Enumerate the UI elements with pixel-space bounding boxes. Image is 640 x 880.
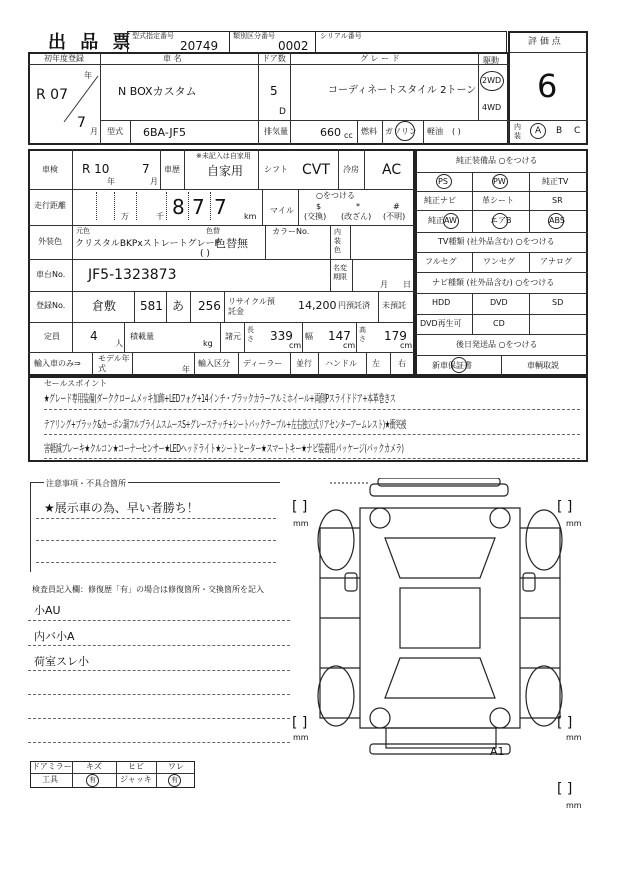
serial-label: シリアル番号 bbox=[320, 32, 362, 40]
dims-label: 諸元 bbox=[225, 332, 241, 341]
score-value: 6 bbox=[537, 67, 558, 105]
car-diagram bbox=[290, 478, 590, 808]
change-label: 名変期限 bbox=[333, 264, 347, 281]
fuel-paren: ( ) bbox=[452, 127, 461, 136]
mileage-circle-note: ○をつける bbox=[316, 191, 355, 200]
reg-place: 倉敷 bbox=[92, 299, 117, 313]
mm-front-left: mm bbox=[293, 519, 309, 528]
navi-item: SD bbox=[552, 298, 564, 307]
equip-item: SR bbox=[552, 196, 563, 205]
len-value: 339 bbox=[270, 329, 293, 343]
disp-unit: cc bbox=[344, 131, 353, 140]
navi-title: ナビ種類 (社外品含む) ○をつける bbox=[432, 278, 555, 287]
interior-label-2: 装 bbox=[514, 132, 521, 140]
len-unit: cm bbox=[289, 341, 302, 350]
legend-cell: 有 bbox=[89, 776, 96, 784]
inspector-line: 小AU bbox=[34, 604, 61, 617]
chassis-value: JF5-1323873 bbox=[88, 267, 177, 283]
mileage-sen: 千 bbox=[156, 212, 164, 221]
class-label: 類別区分番号 bbox=[233, 32, 275, 40]
model-year-label: モデル年式 bbox=[98, 354, 130, 373]
legend-header: ヒビ bbox=[128, 762, 144, 771]
inspection-month: 7 bbox=[142, 162, 150, 176]
inspection-month-unit: 月 bbox=[150, 177, 158, 186]
mm-front-right: mm bbox=[566, 519, 582, 528]
fuel-label: 燃料 bbox=[361, 127, 377, 136]
color-orig-label: 元色 bbox=[76, 227, 90, 235]
load-unit: kg bbox=[203, 339, 213, 348]
equip-item: 純正AW bbox=[428, 216, 457, 225]
mileage-opt2-sym: * bbox=[356, 202, 360, 211]
legend-cell: 工具 bbox=[42, 775, 58, 784]
notes-block bbox=[30, 479, 280, 572]
mileage-unit: km bbox=[244, 212, 257, 221]
load-label: 積載量 bbox=[130, 332, 154, 341]
navi-item: DVD bbox=[490, 298, 508, 307]
len-label: 長さ bbox=[247, 326, 254, 343]
doors-value: 5 bbox=[270, 84, 278, 98]
reg-number: 256 bbox=[198, 299, 221, 313]
recycle-unpaid: 未預託 bbox=[382, 301, 406, 310]
shift-label: シフト bbox=[264, 165, 288, 174]
later-item: 新車保証書 bbox=[432, 361, 472, 370]
mileage-digit: 7 bbox=[192, 195, 205, 219]
width-unit: cm bbox=[343, 341, 356, 350]
first-reg-label: 初年度登録 bbox=[44, 54, 84, 63]
import-dealer: ディーラー bbox=[243, 359, 283, 368]
doors-label: ドア数 bbox=[262, 54, 286, 63]
model-label: 型式 bbox=[107, 127, 123, 136]
equip-item: 革シート bbox=[482, 196, 514, 205]
diagram-a1: A1 bbox=[490, 745, 505, 758]
disp-value: 660 bbox=[320, 126, 341, 139]
mile-label: マイル bbox=[270, 206, 294, 215]
height-unit: cm bbox=[400, 341, 413, 350]
import-label: 輸入車のみ⇒ bbox=[34, 359, 81, 368]
reg-month-unit: 月 bbox=[90, 127, 98, 136]
interior-a: A bbox=[535, 126, 542, 136]
shift-value: CVT bbox=[302, 162, 330, 178]
doors-sub: D bbox=[279, 107, 286, 117]
bracket-spare: [ ] bbox=[557, 781, 573, 797]
registration-label: 登録No. bbox=[36, 301, 66, 310]
width-value: 147 bbox=[328, 329, 351, 343]
grade-value: コーディネートスタイル 2トーン bbox=[328, 85, 477, 96]
height-value: 179 bbox=[384, 329, 407, 343]
capacity-unit: 人 bbox=[115, 339, 123, 348]
later-title: 後日発送品 ○をつける bbox=[456, 340, 538, 349]
mileage-opt3: (不明) bbox=[383, 212, 406, 221]
notes-title: 注意事項・不具合箇所 bbox=[46, 479, 126, 488]
handle-label: ハンドル bbox=[325, 359, 357, 368]
drive-4wd: 4WD bbox=[482, 103, 502, 112]
mm-spare: mm bbox=[566, 801, 582, 810]
equip-item: PW bbox=[493, 177, 506, 186]
tv-title: TV種類 (社外品含む) ○をつける bbox=[438, 237, 555, 246]
equipment-title: 純正装備品 ○をつける bbox=[456, 156, 538, 165]
capacity-value: 4 bbox=[90, 329, 98, 343]
inspection-year-unit: 年 bbox=[107, 177, 115, 186]
kubun-label: 輸入区分 bbox=[198, 359, 230, 368]
tv-item: フルセグ bbox=[425, 257, 457, 266]
fuel-light: 軽油 bbox=[427, 127, 443, 136]
equip-item: エアB bbox=[490, 216, 512, 225]
mileage-digit: 7 bbox=[214, 195, 227, 219]
tv-item: ワンセグ bbox=[483, 257, 515, 266]
width-label: 幅 bbox=[305, 332, 313, 341]
handle-right: 右 bbox=[398, 359, 406, 368]
cool-value: AC bbox=[382, 162, 402, 178]
mileage-man: 万 bbox=[121, 212, 129, 221]
color-original: クリスタルBKPxストレートグレーP bbox=[75, 239, 220, 249]
color-label: 外装色 bbox=[38, 237, 62, 246]
color-paren: ( ) bbox=[200, 249, 210, 259]
mileage-digits bbox=[80, 193, 230, 221]
bracket-rear-left: [ ] bbox=[292, 715, 308, 731]
legend-header: ワレ bbox=[168, 762, 184, 771]
later-item: 車輌取説 bbox=[527, 361, 559, 370]
spec-value: 20749 bbox=[180, 39, 219, 53]
navi-item: DVD再生可 bbox=[420, 319, 462, 328]
reg-year-unit: 年 bbox=[84, 71, 92, 80]
cool-label: 冷房 bbox=[343, 165, 359, 174]
equip-item: PS bbox=[438, 177, 448, 186]
sales-title: セールスポイント bbox=[44, 379, 108, 388]
bracket-front-left: [ ] bbox=[292, 499, 308, 515]
reg-class: 581 bbox=[140, 299, 163, 313]
recycle-value: 14,200 bbox=[298, 299, 337, 312]
inspector-line: 荷室スレ小 bbox=[34, 655, 89, 668]
inspection-label: 車検 bbox=[42, 165, 58, 174]
import-parallel: 並行 bbox=[296, 359, 312, 368]
disp-label: 排気量 bbox=[264, 127, 288, 136]
height-label: 高さ bbox=[359, 326, 366, 343]
fuel-gas: ガソリン bbox=[385, 127, 417, 136]
mileage-label: 走行距離 bbox=[34, 201, 66, 210]
color-paint-label: 色替 bbox=[206, 227, 220, 235]
mileage-opt1-sym: $ bbox=[316, 202, 322, 211]
interior-color-label: 内装色 bbox=[334, 228, 341, 254]
colorno-label: カラーNo. bbox=[272, 227, 310, 236]
model-value: 6BA-JF5 bbox=[143, 126, 186, 139]
score-label: 評 価 点 bbox=[528, 37, 561, 47]
color-paint: 色替無 bbox=[215, 237, 248, 250]
name-label: 車 名 bbox=[163, 54, 182, 63]
bracket-front-right: [ ] bbox=[557, 499, 573, 515]
sales-line: テアリング+ブラック&カーボン調フルプライムスムースS+グレーステッチ+シートバックテーブル+左右独立式リアセンターアームレスト)★衝突被 bbox=[44, 418, 407, 431]
sales-line: ★グレード専用装備(ダーククロームメッキ加飾+LEDフォグ+14インチ・ブラックカラーアルミホイール+両側Pスライドドア+本革巻きス bbox=[44, 392, 396, 405]
inspector-title: 検査員記入欄：修復歴「有」の場合は修復箇所・交換箇所を記入 bbox=[32, 585, 264, 594]
legend-cell: ジャッキ bbox=[120, 775, 152, 784]
bracket-rear-right: [ ] bbox=[557, 715, 573, 731]
mm-rear-left: mm bbox=[293, 733, 309, 742]
drive-label: 駆動 bbox=[483, 56, 499, 65]
mileage-opt3-sym: # bbox=[393, 202, 400, 211]
handle-left: 左 bbox=[372, 359, 380, 368]
navi-item: CD bbox=[493, 319, 505, 328]
inspector-line: 内バ小A bbox=[34, 630, 75, 643]
drive-2wd: 2WD bbox=[482, 76, 502, 85]
legend-header: キズ bbox=[86, 762, 102, 771]
class-value: 0002 bbox=[278, 39, 309, 53]
recycle-label: リサイクル預託金 bbox=[228, 297, 275, 316]
notes-line1: ★展示車の為、早い者勝ち！ bbox=[44, 501, 199, 515]
form-title: 出 品 票 bbox=[48, 32, 135, 53]
vehicle-name: N BOXカスタム bbox=[118, 85, 197, 98]
equip-item: 純正ナビ bbox=[424, 196, 456, 205]
history-value: 自家用 bbox=[207, 164, 244, 178]
change-day: 日 bbox=[403, 280, 411, 289]
reg-kana: あ bbox=[172, 299, 185, 313]
chassis-label: 車台No. bbox=[36, 270, 66, 279]
grade-label: グ レ ー ド bbox=[360, 54, 400, 63]
history-label: 車歴 bbox=[164, 165, 180, 174]
change-month: 月 bbox=[380, 280, 388, 289]
mileage-opt1: (交換) bbox=[304, 212, 327, 221]
tv-item: アナログ bbox=[540, 257, 572, 266]
history-note: ※未記入は自家用 bbox=[196, 152, 251, 160]
model-year-unit: 年 bbox=[182, 365, 190, 374]
legend-header: ドアミラー bbox=[32, 762, 72, 771]
legend-cell: 有 bbox=[171, 776, 178, 784]
mileage-opt2: (改ざん) bbox=[341, 212, 372, 221]
spec-label: 型式指定番号 bbox=[132, 32, 174, 40]
mileage-digit: 8 bbox=[172, 195, 185, 219]
mm-rear-right: mm bbox=[566, 733, 582, 742]
sales-line: 害軽減ブレーキ★クルコン★コーナーセンサー★LEDヘッドライト★シートヒーター★スマートキー★ナビ装着用パッケージ(バックカメラ) bbox=[44, 442, 404, 455]
recycle-unit: 円預託済 bbox=[338, 301, 370, 310]
equip-item: 純正TV bbox=[542, 177, 569, 186]
capacity-label: 定員 bbox=[44, 332, 60, 341]
reg-era: R 07 bbox=[36, 87, 68, 103]
interior-b: B bbox=[556, 126, 563, 136]
equip-item: ABS bbox=[549, 216, 565, 225]
navi-item: HDD bbox=[432, 298, 451, 307]
reg-month: 7 bbox=[77, 115, 86, 131]
inspection-era: R 10 bbox=[82, 162, 110, 176]
interior-c: C bbox=[574, 126, 581, 136]
interior-label-1: 内 bbox=[514, 123, 521, 131]
